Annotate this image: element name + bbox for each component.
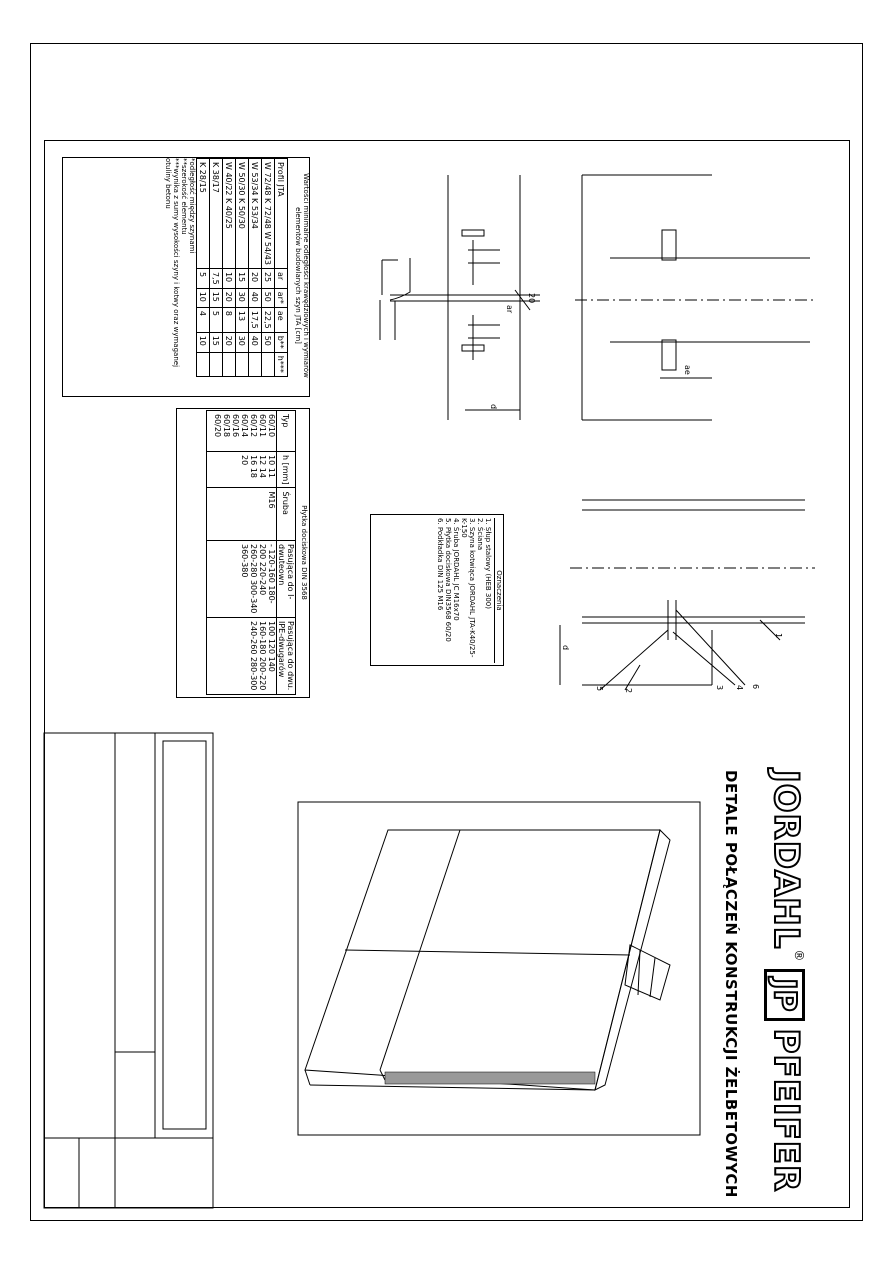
legend-caption: Oznaczenia (494, 518, 503, 663)
table-cell: W 40/22 K 40/25 (223, 159, 236, 269)
col-header: Profil JTA (275, 159, 288, 269)
callout-6: 6 (751, 684, 760, 690)
plate-fit-ipe: 100 120 140 160-180 200-220 240-260 280-300 (207, 618, 277, 695)
callout-1: 1 (774, 633, 783, 639)
table-cell: K 38/17 (210, 159, 223, 269)
table-cell: 20 (223, 288, 236, 307)
dim-d-top: d (489, 404, 498, 410)
table-cell: 50 (262, 288, 275, 307)
table-cell: 15 (236, 268, 249, 288)
table-cell: 10 (223, 268, 236, 288)
drawing-title: DETALE POŁĄCZEŃ KONSTRUKCJI ŻELBETOWYCH (722, 770, 740, 1198)
section-side-view (560, 500, 815, 690)
table-cell: 15 (210, 288, 223, 307)
legend-item: 6. Podkładka DIN 125 M16 (436, 518, 444, 611)
section-top-view (380, 175, 540, 420)
legend-item: 4. Śruba JORDAHL JC M16x70 (452, 518, 460, 621)
table-cell: W 50/30 K 50/30 (236, 159, 249, 269)
title-block (44, 733, 213, 1208)
brand-jp-logo: JP (764, 969, 805, 1020)
callout-4: 4 (735, 685, 744, 691)
dim-ae: ae (683, 365, 692, 375)
col-header: Śruba (277, 488, 296, 541)
table-cell: W 53/34 K 53/34 (249, 159, 262, 269)
plate-heights: 10 11 12 14 16 18 20 (207, 452, 277, 488)
isometric-panels (305, 830, 670, 1090)
plates-caption: Płytka dociskowa DIN 3568 (300, 505, 308, 600)
dim-d-side: d (561, 645, 570, 651)
brand-registered: ® (792, 949, 806, 962)
plate-fit-i: - 120-160 180-200 220-240 260-280 300-340 360-380 (207, 541, 277, 618)
table-cell: W 72/48 K 72/48 W 54/43 (262, 159, 275, 269)
table-cell: 40 (249, 332, 262, 352)
legend-item: 3. Szyna kotwiąca JORDAHL JTA-K40/25-K-150 (460, 518, 476, 658)
table-cell: 13 (236, 307, 249, 332)
col-header: ae (275, 307, 288, 332)
legend-item: 5. Płytka dociskowa DIN3568 60/20 (444, 518, 452, 642)
table-cell: 5 (210, 307, 223, 332)
table-cell: K 28/15 (197, 159, 210, 269)
section-top-right (575, 175, 815, 420)
col-header: b** (275, 332, 288, 352)
brand-jordahl: JORDAHL (766, 770, 806, 950)
note-3: ***wynika z sumy wysokości szyny i kotwy oraz wymaganej otuliny betonu (164, 158, 180, 368)
legend-item: 1. Słup stalowy (HEB 300) (484, 518, 492, 609)
table-cell: 5 (197, 268, 210, 288)
callout-2: 2 (624, 688, 633, 694)
callout-3: 3 (715, 685, 724, 691)
table-cell: 25 (262, 268, 275, 288)
table-cell: 30 (236, 332, 249, 352)
table-cell: 20 (223, 332, 236, 352)
col-header: ar (275, 268, 288, 288)
legend-item: 2. Ściana (476, 518, 484, 551)
note-1: *odległość między szynami (188, 158, 196, 254)
table-cell: 40 (249, 288, 262, 307)
table-cell: 50 (262, 332, 275, 352)
table-cell: 10 (197, 332, 210, 352)
table-cell: 8 (223, 307, 236, 332)
plate-types: 60/10 60/11 60/12 60/14 60/16 60/18 60/20 (207, 411, 277, 452)
table-cell: 10 (197, 288, 210, 307)
col-header: Typ (277, 411, 296, 452)
col-header: ar* (275, 288, 288, 307)
table-cell: 30 (236, 288, 249, 307)
brand-pfeifer: PFEIFER (766, 1028, 806, 1193)
dim-ar: ar (505, 305, 514, 314)
table-cell: 20 (249, 268, 262, 288)
callout-5: 5 (595, 686, 604, 692)
isometric-hatch (385, 1072, 595, 1084)
note-2: **szerokość elementu (180, 158, 188, 235)
plate-bolt: M16 (207, 488, 277, 541)
col-header: Pasująca do I-dwuteown (277, 541, 296, 618)
col-header: h*** (275, 352, 288, 376)
isometric-frame (298, 802, 700, 1135)
table-cell: 17,5 (249, 307, 262, 332)
col-header: Pasująca do dwu. IPE-dwugarów (277, 618, 296, 695)
table-cell: 4 (197, 307, 210, 332)
table-cell: 7,5 (210, 268, 223, 288)
dim-20: 20 (527, 293, 536, 304)
table-cell: 15 (210, 332, 223, 352)
col-header: h [mm] (277, 452, 296, 488)
min-distances-caption: Wartości minimalne odległości krawędziowych i wymiarów elementów budowlanych szyn JTA [cm] (294, 173, 310, 378)
table-cell: 22,5 (262, 307, 275, 332)
